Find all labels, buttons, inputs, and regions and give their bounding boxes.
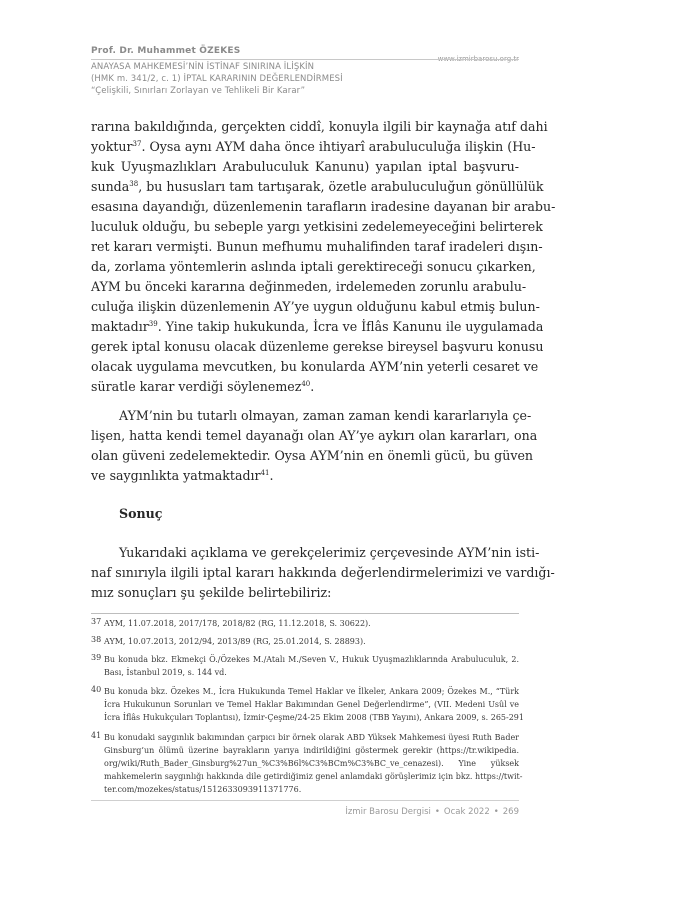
text-line: ve saygınlıkta yatmaktadır$^{41}$. [91,468,274,483]
footnote-number: 40 [91,685,102,694]
text-line: kuk Uyuşmazlıkları Arabuluculuk Kanunu) yapılan iptal başvuru- [91,159,519,174]
text-line: Yukarıdaki açıklama ve gerekçelerimiz çerçevesinde AYM’nin isti- [119,545,540,560]
footnote-line: Bu konudaki saygınlık bakımından çarpıcı bir örnek olarak ABD Yüksek Mahkemesi üyesi Ruth Bader [104,733,519,742]
running-header-title-line: ANAYASA MAHKEMESİ’NİN İSTİNAF SINIRINA İLİŞKİN [91,62,315,72]
running-header-author: Prof. Dr. Muhammet ÖZEKES [91,46,241,56]
footnote-reference[interactable]: 41 [260,469,270,477]
page-number: 269 [502,807,519,817]
section-heading: Sonuç [119,506,163,521]
footnote-reference[interactable]: 40 [301,380,311,388]
text-line: naf sınırıyla ilgili iptal kararı hakkında değerlendirmelerimizi ve vardığı- [91,565,555,580]
text-line: süratle karar verdiği söylenemez$^{40}$. [91,379,315,394]
text-line: AYM bu önceki kararına değinmeden, irdelemeden zorunlu arabulu- [91,279,527,294]
footnote-line: AYM, 11.07.2018, 2017/178, 2018/82 (RG, 11.12.2018, S. 30622). [104,619,371,628]
footnote-line: İcra İflâs Hukukçuları Toplantısı), İzmir-Çeşme/24-25 Ekim 2008 (TBB Yayını), Ankara 2009, s. 265-291 [104,713,524,722]
running-footer [345,807,519,817]
body-paragraph [91,543,555,603]
text-line: sunda$^{38}$, bu hususları tam tartışarak, özetle arabuluculuğun gönüllülük [91,179,544,194]
footnote-reference[interactable]: 38 [129,180,139,188]
body-paragraph [91,117,556,397]
text-line: yoktur$^{37}$. Oysa aynı AYM daha önce ihtiyarî arabuluculuğa ilişkin (Hu- [91,139,536,154]
footnote-text [104,653,519,679]
footnote-number: 38 [91,635,102,644]
footnote-line: org/wiki/Ruth_Bader_Ginsburg%27un_%C3%B6l%C3%BCm%C3%BC_ve_cenazesi). Yine yüksek [104,759,519,768]
footer-separator: • [493,807,499,817]
text-line: mız sonuçları şu şekilde belirtebiliriz: [91,585,332,600]
text-line: AYM’nin bu tutarlı olmayan, zaman zaman kendi kararlarıyla çe- [119,408,532,423]
running-header-title-line: (HMK m. 341/2, c. 1) İPTAL KARARININ DEĞERLENDİRMESİ [91,74,343,84]
text-line: olan güveni zedelemektedir. Oysa AYM’nin en önemli gücü, bu güven [91,448,534,463]
header-divider [91,59,519,60]
footnote-line: mahkemelerin saygınlığı hakkında dile getirdiğimiz genel anlamdaki görüşlerimiz için bkz. https://twit- [104,772,523,781]
footnote-line: Ginsburg’un ölümü üzerine bayrakların yarıya indirildiğini göstermek gerekir (https://tr.wikipedia. [104,746,519,755]
footnote-text [104,635,519,648]
footnote-text [104,731,523,796]
footnote-line: Bu konuda bkz. Özekes M., İcra Hukukunda Temel Haklar ve İlkeler, Ankara 2009; Özekes M., “Türk [104,687,519,696]
footer-divider [91,800,519,801]
text-line: luculuk olduğu, bu sebeple yargı yetkisini zedelemeyeceğini belirterek [91,219,543,234]
text-line: olacak uygulama mevcutken, bu konularda AYM’nin yeterli cesaret ve [91,359,539,374]
footnote-line: İcra Hukukunun Sorunları ve Temel Haklar Bakımından Genel Değerlendirme”, (VII. Medeni Usûl ve [104,700,519,709]
footnote-divider [91,613,519,614]
footnote-number: 37 [91,617,102,626]
footnote-line: AYM, 10.07.2013, 2012/94, 2013/89 (RG, 25.01.2014, S. 28893). [104,637,366,646]
footnote-number: 41 [91,731,102,740]
footnote-reference[interactable]: 39 [148,320,158,328]
text-line: da, zorlama yöntemlerin aslında iptali gerektireceği sonucu çıkarken, [91,259,536,274]
footnote-number: 39 [91,653,102,662]
footnote-line: ter.com/mozekes/status/1512633093911371776. [104,785,302,794]
text-line: culuğa ilişkin düzenlemenin AY’ye uygun olduğunu kabul etmiş bulun- [91,299,540,314]
footer-issue: Ocak 2022 [443,807,490,817]
footer-separator: • [434,807,440,817]
text-line: maktadır$^{39}$. Yine takip hukukunda, İcra ve İflâs Kanunu ile uygulamada [91,319,544,334]
text-line: esasına dayandığı, düzenlemenin tarafların iradesine dayanan bir arabu- [91,199,556,214]
text-line: ret kararı vermişti. Bunun mefhumu muhalifinden taraf iradeleri dışın- [91,239,543,254]
footnote-reference[interactable]: 37 [132,140,142,148]
body-paragraph [91,406,538,486]
footnote-text [104,617,519,630]
footnote-line: Bası, İstanbul 2019, s. 144 vd. [104,668,227,677]
running-header-subtitle: “Çelişkili, Sınırları Zorlayan ve Tehlikeli Bir Karar” [91,86,306,96]
text-line: lişen, hatta kendi temel dayanağı olan AY’ye aykırı olan kararları, ona [91,428,538,443]
text-line: rarına bakıldığında, gerçekten ciddî, konuyla ilgili bir kaynağa atıf dahi [91,119,548,134]
text-line: gerek iptal konusu olacak düzenleme gerekse bireysel başvuru konusu [91,339,544,354]
footnote-line: Bu konuda bkz. Ekmekçi Ö./Özekes M./Atalı M./Seven V., Hukuk Uyuşmazlıklarında Arabuluculuk, 2. [104,655,519,664]
running-header-url[interactable]: www.izmirbarosu.org.tr [437,55,519,63]
footnote-text [104,685,524,724]
footer-journal: İzmir Barosu Dergisi [345,807,431,817]
